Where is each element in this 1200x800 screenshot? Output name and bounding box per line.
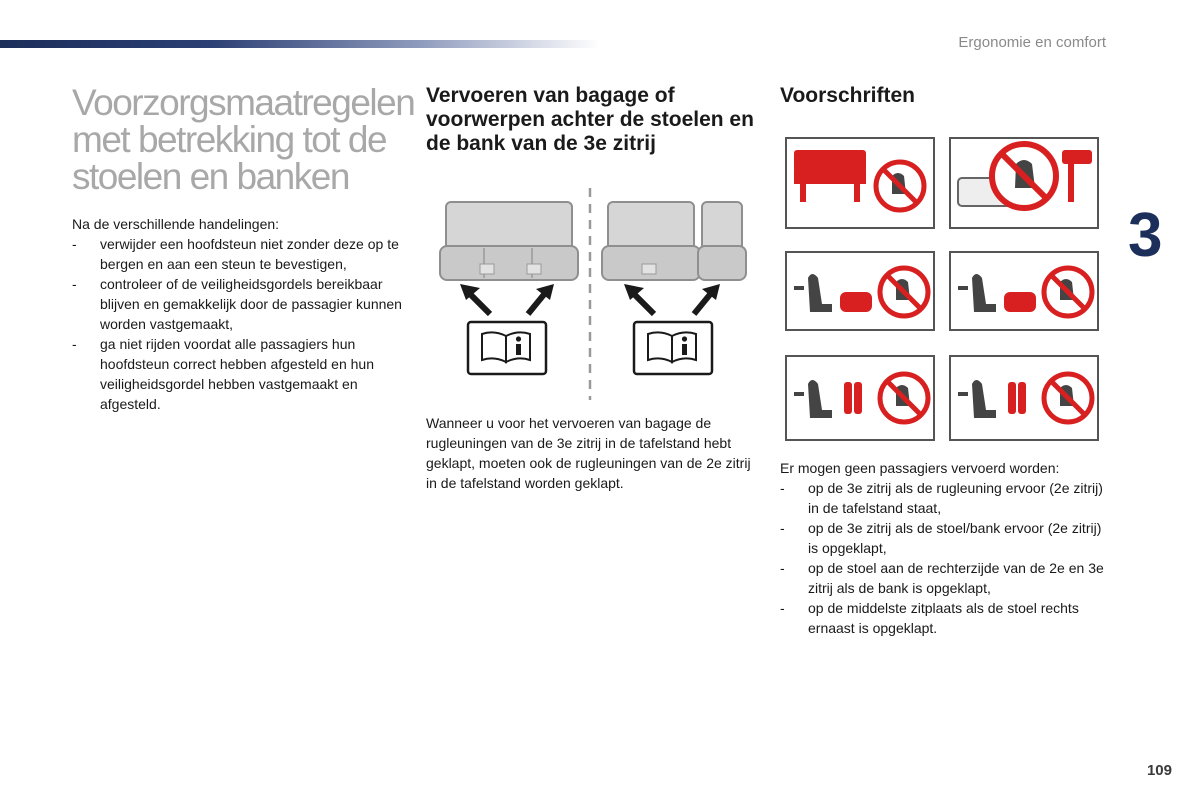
precautions-list (72, 234, 402, 414)
prohibition-icon (880, 268, 928, 316)
luggage-heading: Vervoeren van bagage of voorwerpen achter de stoelen en de bank van de 3e zitrij (426, 84, 754, 155)
chapter-number: 3 (1128, 201, 1163, 270)
seat-fold-diagram (432, 188, 752, 400)
warning-panel (950, 252, 1098, 330)
header-gradient-bar (0, 40, 600, 48)
arrow-up-icon (528, 284, 554, 314)
rules-intro: Er mogen geen passagiers vervoerd worden: (780, 460, 1060, 476)
precautions-intro: Na de verschillende handelingen: (72, 216, 280, 232)
warning-panel (786, 252, 934, 330)
warning-pictograms (780, 128, 1104, 444)
arrow-up-icon (694, 284, 720, 314)
luggage-text: Wanneer u voor het vervoeren van bagage de rugleuningen van de 3e zitrij in de tafelstand hebt geklapt, moeten ook de rugleuningen van de 2e zitrij in de tafelstand worden geklapt. (426, 415, 751, 491)
list-item: - ga niet rijden voordat alle passagiers hun hoofdsteun correct hebben afgesteld en hun veiligheidsgordel hebben vastgemaakt en afgesteld. (72, 334, 402, 414)
manual-book-icon (634, 322, 712, 374)
list-item: - op de stoel aan de rechterzijde van de 2e en 3e zitrij als de bank is opgeklapt, (780, 558, 1110, 598)
prohibition-icon (992, 144, 1056, 208)
prohibition-icon (876, 162, 924, 210)
warning-panel (786, 138, 934, 228)
prohibition-icon (880, 374, 928, 422)
seat-icon (440, 202, 578, 280)
rules-heading: Voorschriften (780, 84, 915, 107)
page-number: 109 (1146, 762, 1172, 779)
manual-book-icon (468, 322, 546, 374)
list-item: - op de 3e zitrij als de stoel/bank ervoor (2e zitrij) is opgeklapt, (780, 518, 1110, 558)
page-title: Voorzorgsmaatregelen met betrekking tot de stoelen en banken (72, 82, 415, 197)
warning-panel (786, 356, 934, 440)
precautions-text (72, 214, 402, 414)
rules-list (780, 478, 1110, 638)
rules-text (780, 458, 1110, 638)
list-item: - controleer of de veiligheidsgordels bereikbaar blijven en gemakkelijk door de passagier kunnen worden vastgemaakt, (72, 274, 402, 334)
arrow-up-icon (624, 284, 654, 314)
list-item: - verwijder een hoofdsteun niet zonder deze op te bergen en aan een steun te bevestigen, (72, 234, 402, 274)
arrow-up-icon (460, 284, 490, 314)
prohibition-icon (1044, 268, 1092, 316)
section-label: Ergonomie en comfort (958, 34, 1106, 51)
list-item: - op de middelste zitplaats als de stoel rechts ernaast is opgeklapt. (780, 598, 1110, 638)
seat-icon (602, 202, 746, 280)
list-item: - op de 3e zitrij als de rugleuning ervoor (2e zitrij) in de tafelstand staat, (780, 478, 1110, 518)
warning-panel (950, 356, 1098, 440)
warning-panel (950, 138, 1098, 228)
prohibition-icon (1044, 374, 1092, 422)
